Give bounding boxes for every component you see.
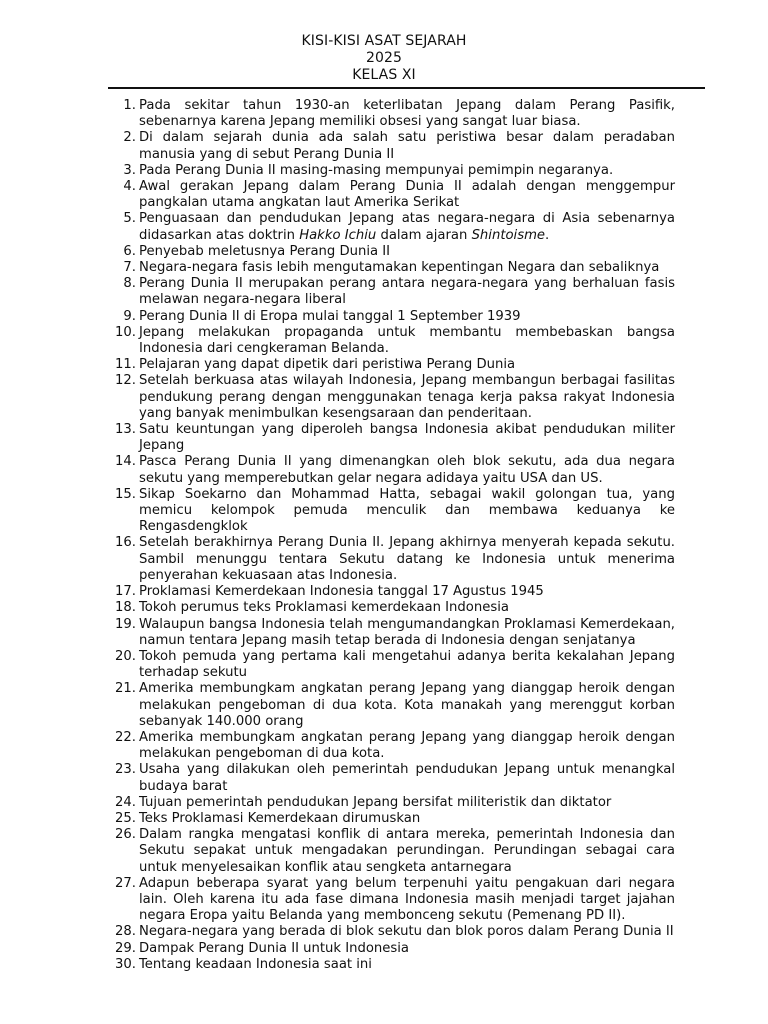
item-text-part: . [545, 227, 550, 243]
list-item [104, 811, 675, 827]
item-text-part: dalam ajaran [376, 227, 472, 243]
item-text: Proklamasi Kemerdekaan Indonesia tanggal 17 Agustus 1945 [139, 584, 544, 600]
list-item [104, 373, 675, 422]
item-number: 17. [115, 584, 136, 600]
item-text: Perang Dunia II merupakan perang antara negara-negara yang berhaluan fasis melawan negara-negara liberal [139, 276, 675, 308]
list-item [104, 244, 675, 260]
list-item [104, 130, 675, 162]
item-number: 10. [115, 324, 136, 340]
item-number: 5. [123, 211, 136, 227]
question-grid-list [104, 98, 675, 973]
list-item [104, 762, 675, 794]
item-number: 1. [123, 98, 136, 113]
item-number: 29. [115, 940, 136, 956]
item-text: Di dalam sejarah dunia ada salah satu peristiwa besar dalam peradaban manusia yang di sebut Perang Dunia II [139, 130, 675, 162]
list-item [104, 309, 675, 325]
item-text: Teks Proklamasi Kemerdekaan dirumuskan [139, 810, 421, 826]
item-text: Walaupun bangsa Indonesia telah mengumandangkan Proklamasi Kemerdekaan, namun tentara Jepang masih tetap berada di Indonesia dengan senjatanya [139, 616, 675, 648]
item-number: 27. [115, 875, 136, 891]
list-item [104, 681, 675, 730]
item-number: 26. [115, 827, 136, 843]
item-text: Setelah berkuasa atas wilayah Indonesia, Jepang membangun berbagai fasilitas pendukung perang dengan menggunakan tenaga kerja paksa rakyat Indonesia yang banyak menimbulkan kesengsaraan dan penderitaan. [139, 373, 675, 421]
item-number: 25. [115, 810, 136, 826]
list-item [104, 941, 675, 957]
item-number: 9. [123, 308, 136, 324]
italic-term-shintoisme: Shintoisme [471, 227, 546, 243]
item-text: Tokoh pemuda yang pertama kali mengetahui adanya berita kekalahan Jepang terhadap sekutu [139, 648, 675, 681]
item-text: Negara-negara yang berada di blok sekutu dan blok poros dalam Perang Dunia II [139, 924, 674, 940]
list-item [104, 617, 675, 649]
header-divider [108, 87, 705, 89]
list-item [104, 422, 675, 454]
item-text: Amerika membungkam angkatan perang Jepang yang dianggap heroik dengan melakukan pengeboman di dua kota. [139, 729, 675, 762]
item-text-part: Penguasaan dan pendudukan Jepang atas negara-negara di Asia sebenarnya didasarkan atas doktrin [139, 211, 675, 243]
item-number: 15. [115, 486, 136, 502]
item-number: 7. [123, 260, 136, 276]
document-class: KELAS XI [352, 67, 416, 83]
item-number: 13. [115, 422, 136, 438]
list-item [104, 260, 675, 276]
item-text: Pada sekitar tahun 1930-an keterlibatan Jepang dalam Perang Pasifik, sebenarnya karena Jepang memiliki obsesi yang sangat luar biasa. [139, 98, 675, 130]
document-year: 2025 [365, 50, 403, 66]
item-text: Awal gerakan Jepang dalam Perang Dunia II adalah dengan menggempur pangkalan utama angkatan laut Amerika Serikat [139, 179, 675, 211]
item-number: 11. [115, 357, 136, 373]
list-item [104, 325, 675, 357]
document-header [0, 33, 768, 84]
item-number: 14. [115, 454, 136, 470]
item-number: 21. [115, 681, 136, 697]
item-number: 23. [115, 762, 136, 778]
item-text: Adapun beberapa syarat yang belum terpenuhi yaitu pengakuan dari negara lain. Oleh karena itu ada fase dimana Indonesia masih menjadi target jajahan negara Eropa yaitu Belanda yang membonceng sekutu (Pemenang PD II). [139, 875, 675, 924]
item-text: Tokoh perumus teks Proklamasi kemerdekaan Indonesia [139, 600, 509, 616]
item-number: 2. [123, 130, 136, 146]
item-number: 16. [115, 535, 136, 551]
list-item [104, 357, 675, 373]
list-item [104, 584, 675, 600]
list-item [104, 98, 675, 130]
list-item [104, 876, 675, 925]
item-text: Usaha yang dilakukan oleh pemerintah pendudukan Jepang untuk menangkal budaya barat [139, 762, 675, 794]
list-item [104, 600, 675, 616]
item-text: Jepang melakukan propaganda untuk membantu membebaskan bangsa Indonesia dari cengkeraman Belanda. [139, 324, 675, 357]
item-number: 20. [115, 648, 136, 664]
item-number: 18. [115, 600, 136, 616]
item-text: Pelajaran yang dapat dipetik dari peristiwa Perang Dunia [139, 357, 516, 373]
item-text [139, 211, 675, 243]
item-text: Penyebab meletusnya Perang Dunia II [139, 243, 391, 259]
list-item [104, 179, 675, 211]
item-number: 22. [115, 729, 136, 745]
list-item [104, 454, 675, 486]
item-number: 30. [115, 956, 136, 972]
item-number: 4. [123, 179, 136, 195]
item-number: 6. [123, 243, 136, 259]
list-item [104, 535, 675, 584]
item-text: Sikap Soekarno dan Mohammad Hatta, sebagai wakil golongan tua, yang memicu kelompok pemuda menculik dan membawa keduanya ke Rengasdengklok [139, 486, 675, 535]
item-number: 19. [115, 616, 136, 632]
list-item [104, 924, 675, 940]
item-text: Dalam rangka mengatasi konflik di antara mereka, pemerintah Indonesia dan Sekutu sepakat untuk mengadakan perundingan. Perundingan sebagai cara untuk menyelesaikan konflik atau sengketa antarnegara [139, 827, 675, 875]
document-title: KISI-KISI ASAT SEJARAH [301, 33, 467, 49]
item-number: 12. [115, 373, 136, 389]
list-item [104, 730, 675, 762]
list-item [104, 487, 675, 536]
item-text: Satu keuntungan yang diperoleh bangsa Indonesia akibat pendudukan militer Jepang [139, 422, 675, 454]
item-text: Tentang keadaan Indonesia saat ini [139, 956, 372, 972]
item-text: Tujuan pemerintah pendudukan Jepang bersifat militeristik dan diktator [139, 794, 612, 810]
item-number: 24. [115, 794, 136, 810]
item-text: Perang Dunia II di Eropa mulai tanggal 1 September 1939 [139, 308, 521, 324]
list-item [104, 957, 675, 973]
italic-term-hakko-ichiu: Hakko Ichiu [299, 227, 377, 243]
item-text: Pasca Perang Dunia II yang dimenangkan oleh blok sekutu, ada dua negara sekutu yang memperebutkan gelar negara adidaya yaitu USA dan US. [139, 454, 675, 486]
list-item [104, 795, 675, 811]
list-item [104, 211, 675, 243]
list-item [104, 163, 675, 179]
item-text: Negara-negara fasis lebih mengutamakan kepentingan Negara dan sebaliknya [139, 260, 660, 276]
list-item [104, 649, 675, 681]
item-number: 8. [123, 276, 136, 292]
item-number: 3. [123, 162, 136, 178]
item-text: Amerika membungkam angkatan perang Jepang yang dianggap heroik dengan melakukan pengeboman di dua kota. Kota manakah yang merenggut korban sebanyak 140.000 orang [139, 681, 675, 729]
item-text: Setelah berakhirnya Perang Dunia II. Jepang akhirnya menyerah kepada sekutu. Sambil menunggu tentara Sekutu datang ke Indonesia untuk menerima penyerahan kekuasaan atas Indonesia. [139, 535, 675, 583]
list-item [104, 827, 675, 876]
list-item [104, 276, 675, 308]
item-text: Dampak Perang Dunia II untuk Indonesia [139, 940, 410, 956]
item-number: 28. [115, 924, 136, 940]
item-text: Pada Perang Dunia II masing-masing mempunyai pemimpin negaranya. [139, 162, 614, 178]
